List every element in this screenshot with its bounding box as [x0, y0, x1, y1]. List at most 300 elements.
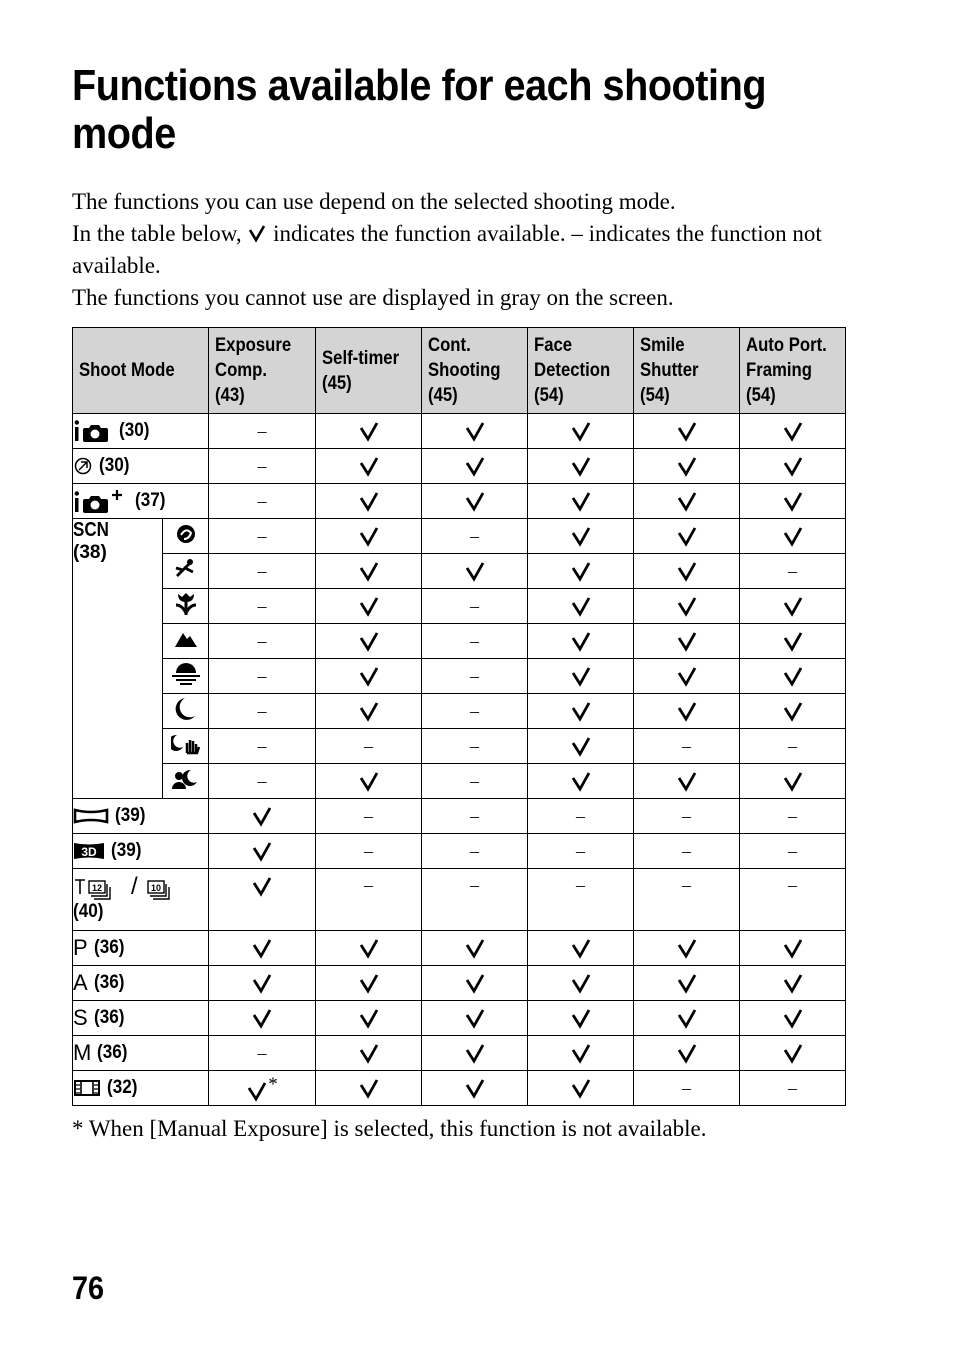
value-cell — [528, 694, 634, 729]
value-cell — [422, 554, 528, 589]
header-text: Face — [534, 335, 573, 356]
value-cell — [740, 1001, 846, 1036]
header-text: Auto Port. — [746, 335, 827, 356]
checkmark-icon — [247, 223, 267, 243]
footnote-marker: * — [268, 1073, 278, 1095]
value-cell — [209, 589, 316, 624]
checkmark-icon — [676, 1042, 698, 1064]
page-ref: (38) — [73, 542, 107, 563]
not-available-dash: – — [257, 665, 267, 686]
table-row — [73, 729, 846, 764]
page-ref: (36) — [93, 972, 125, 994]
checkmark-icon — [676, 525, 698, 547]
table-row — [73, 1001, 846, 1036]
not-available-dash: – — [788, 560, 797, 581]
value-cell — [740, 414, 846, 449]
checkmark-icon — [358, 937, 380, 959]
table-row — [73, 1036, 846, 1071]
value-cell — [634, 659, 740, 694]
scene-cell — [163, 554, 209, 589]
speed-priority-continuous-icon — [73, 877, 117, 901]
page-ref: (37) — [135, 490, 166, 512]
value-cell — [209, 1071, 316, 1106]
not-available-dash: – — [788, 1077, 797, 1098]
value-cell — [740, 659, 846, 694]
macro-icon — [173, 591, 199, 617]
table-row — [73, 554, 846, 589]
not-available-dash: – — [257, 455, 267, 476]
value-cell — [528, 1001, 634, 1036]
value-cell — [740, 1071, 846, 1106]
header-text: Smile — [640, 335, 685, 356]
not-available-dash: – — [364, 805, 373, 826]
intro-line-2 — [72, 218, 832, 282]
table-row — [73, 834, 846, 869]
intro-text — [72, 186, 832, 314]
value-cell — [634, 869, 740, 931]
checkmark-icon — [782, 770, 804, 792]
checkmark-icon — [676, 420, 698, 442]
checkmark-icon — [570, 630, 592, 652]
mode-cell — [73, 799, 209, 834]
value-cell — [528, 834, 634, 869]
page-ref: (39) — [111, 840, 142, 861]
value-cell — [634, 729, 740, 764]
value-cell — [209, 554, 316, 589]
checkmark-icon — [570, 700, 592, 722]
checkmark-icon — [358, 595, 380, 617]
value-cell — [528, 554, 634, 589]
value-cell — [634, 834, 740, 869]
checkmark-icon — [570, 1007, 592, 1029]
checkmark-icon — [358, 972, 380, 994]
value-cell — [316, 931, 422, 966]
checkmark-icon — [570, 595, 592, 617]
value-cell — [316, 484, 422, 519]
value-cell — [634, 694, 740, 729]
checkmark-icon — [570, 490, 592, 512]
value-cell — [316, 519, 422, 554]
checkmark-icon — [570, 770, 592, 792]
header-text: Detection — [534, 360, 611, 381]
value-cell — [422, 624, 528, 659]
sunset-icon — [171, 663, 201, 685]
value-cell — [634, 1036, 740, 1071]
mode-cell — [73, 449, 209, 484]
checkmark-icon — [782, 455, 804, 477]
value-cell — [528, 799, 634, 834]
checkmark-icon — [358, 630, 380, 652]
value-cell — [209, 729, 316, 764]
mode-cell — [73, 869, 209, 931]
not-available-dash: – — [470, 840, 479, 861]
not-available-dash: – — [470, 595, 479, 616]
functions-table — [72, 327, 846, 1106]
header-text: Cont. — [428, 335, 471, 356]
header-cont-shooting — [422, 328, 528, 414]
table-row — [73, 484, 846, 519]
checkmark-icon — [782, 420, 804, 442]
value-cell — [634, 764, 740, 799]
value-cell — [634, 931, 740, 966]
checkmark-icon — [782, 525, 804, 547]
not-available-dash: – — [682, 840, 691, 861]
checkmark-icon — [782, 630, 804, 652]
mode-cell — [73, 1071, 209, 1106]
value-cell — [316, 799, 422, 834]
header-smile-shutter — [634, 328, 740, 414]
scene-cell — [163, 589, 209, 624]
table-row — [73, 694, 846, 729]
value-cell — [422, 484, 528, 519]
value-cell — [422, 729, 528, 764]
page-ref: (36) — [97, 1042, 128, 1064]
night-portrait-icon — [171, 768, 201, 790]
checkmark-icon — [464, 420, 486, 442]
checkmark-icon — [676, 972, 698, 994]
value-cell — [209, 624, 316, 659]
not-available-dash: – — [682, 875, 691, 895]
checkmark-icon — [358, 525, 380, 547]
value-cell — [422, 931, 528, 966]
value-cell — [209, 1036, 316, 1071]
checkmark-icon — [676, 1007, 698, 1029]
header-text: (45) — [322, 372, 352, 394]
value-cell — [740, 694, 846, 729]
svg-text:3D: 3D — [81, 844, 97, 859]
checkmark-icon — [782, 1007, 804, 1029]
header-auto-port-framing — [740, 328, 846, 414]
3d-panorama-icon — [73, 841, 105, 861]
not-available-dash: – — [470, 875, 479, 895]
checkmark-icon — [464, 1007, 486, 1029]
header-face-detection — [528, 328, 634, 414]
checkmark-icon — [358, 1007, 380, 1029]
value-cell — [422, 764, 528, 799]
not-available-dash: – — [257, 490, 267, 511]
checkmark-icon — [570, 937, 592, 959]
value-cell — [528, 764, 634, 799]
not-available-dash: – — [257, 630, 267, 651]
checkmark-icon — [464, 1042, 486, 1064]
header-text: (54) — [640, 385, 670, 406]
value-cell — [740, 799, 846, 834]
value-cell — [740, 554, 846, 589]
checkmark-icon — [676, 490, 698, 512]
scene-cell — [163, 729, 209, 764]
checkmark-icon — [570, 455, 592, 477]
value-cell — [316, 764, 422, 799]
value-cell — [422, 519, 528, 554]
table-row — [73, 624, 846, 659]
intro-line-1: The functions you can use depend on the selected shooting mode. — [72, 189, 676, 214]
aperture-priority-icon: A — [73, 970, 88, 995]
shutter-priority-icon: S — [73, 1005, 88, 1030]
not-available-dash: – — [470, 630, 479, 651]
program-auto-icon: P — [73, 935, 88, 960]
not-available-dash: – — [788, 735, 797, 756]
value-cell — [422, 414, 528, 449]
checkmark-icon — [782, 595, 804, 617]
value-cell — [528, 659, 634, 694]
value-cell — [316, 449, 422, 484]
value-cell — [422, 869, 528, 931]
header-text: Exposure — [215, 335, 292, 356]
value-cell — [209, 764, 316, 799]
value-cell — [634, 449, 740, 484]
checkmark-icon — [676, 665, 698, 687]
value-cell — [209, 869, 316, 931]
value-cell — [740, 834, 846, 869]
value-cell — [740, 624, 846, 659]
table-row — [73, 966, 846, 1001]
checkmark-icon — [782, 700, 804, 722]
header-shoot-mode-label: Shoot Mode — [79, 360, 175, 381]
table-row — [73, 799, 846, 834]
not-available-dash: – — [257, 735, 267, 756]
value-cell — [316, 624, 422, 659]
value-cell — [422, 659, 528, 694]
header-text: (54) — [746, 385, 776, 406]
scene-cell — [163, 519, 209, 554]
value-cell — [316, 966, 422, 1001]
value-cell — [209, 414, 316, 449]
value-cell — [634, 414, 740, 449]
easy-mode-icon — [73, 456, 93, 476]
not-available-dash: – — [788, 805, 797, 826]
checkmark-icon — [358, 770, 380, 792]
value-cell — [528, 1036, 634, 1071]
checkmark-icon — [358, 1077, 380, 1099]
sports-icon — [173, 558, 199, 580]
value-cell — [634, 624, 740, 659]
landscape-icon — [173, 629, 199, 649]
value-cell — [634, 966, 740, 1001]
mode-cell — [73, 484, 209, 519]
value-cell — [528, 1071, 634, 1106]
not-available-dash: – — [364, 735, 373, 756]
checkmark-icon — [570, 665, 592, 687]
value-cell — [528, 519, 634, 554]
value-cell — [316, 1001, 422, 1036]
table-row — [73, 519, 846, 554]
page-ref: (39) — [115, 805, 146, 826]
not-available-dash: – — [682, 735, 691, 756]
value-cell — [316, 694, 422, 729]
value-cell — [740, 589, 846, 624]
not-available-dash: – — [470, 805, 479, 826]
not-available-dash: – — [682, 805, 691, 826]
value-cell — [422, 1071, 528, 1106]
checkmark-icon — [570, 735, 592, 757]
checkmark-icon — [782, 937, 804, 959]
value-cell — [528, 449, 634, 484]
checkmark-icon — [676, 455, 698, 477]
manual-exposure-icon: M — [73, 1040, 92, 1065]
value-cell — [209, 519, 316, 554]
value-cell — [528, 624, 634, 659]
value-cell — [740, 931, 846, 966]
checkmark-icon — [676, 937, 698, 959]
footnote: * When [Manual Exposure] is selected, this function is not available. — [72, 1116, 707, 1141]
not-available-dash: – — [257, 420, 267, 441]
checkmark-icon — [464, 937, 486, 959]
value-cell — [209, 931, 316, 966]
not-available-dash: – — [470, 665, 479, 686]
checkmark-icon — [251, 972, 273, 994]
value-cell — [422, 694, 528, 729]
value-cell — [634, 799, 740, 834]
page-ref: (40) — [73, 901, 104, 922]
intelligent-auto-icon — [73, 419, 113, 443]
value-cell — [528, 414, 634, 449]
value-cell — [316, 589, 422, 624]
checkmark-icon — [358, 490, 380, 512]
value-cell — [209, 966, 316, 1001]
intro-line-2-end: indicates the function available. – indicates the function not available. — [72, 221, 822, 278]
table-row — [73, 449, 846, 484]
header-text: (45) — [428, 385, 458, 406]
header-text: Comp. — [215, 360, 268, 381]
value-cell — [740, 966, 846, 1001]
value-cell — [422, 966, 528, 1001]
value-cell — [316, 1036, 422, 1071]
not-available-dash: – — [257, 770, 267, 791]
checkmark-icon — [251, 1007, 273, 1029]
scn-label: SCN — [73, 519, 109, 541]
slash: / — [131, 873, 138, 900]
page-ref: (32) — [107, 1077, 138, 1098]
value-cell — [209, 834, 316, 869]
header-text: Shutter — [640, 360, 699, 381]
value-cell — [316, 1071, 422, 1106]
table-row — [73, 589, 846, 624]
page-ref: (30) — [99, 455, 130, 476]
checkmark-icon — [570, 420, 592, 442]
scn-mode-cell — [73, 519, 163, 799]
not-available-dash: – — [257, 525, 267, 546]
value-cell — [422, 1036, 528, 1071]
scene-cell — [163, 764, 209, 799]
checkmark-icon — [464, 1077, 486, 1099]
value-cell — [422, 1001, 528, 1036]
table-row — [73, 764, 846, 799]
value-cell — [422, 449, 528, 484]
value-cell — [422, 589, 528, 624]
table-row — [73, 1071, 846, 1106]
checkmark-icon — [358, 455, 380, 477]
value-cell — [740, 729, 846, 764]
header-exposure-comp — [209, 328, 316, 414]
sweep-panorama-icon — [73, 807, 109, 825]
checkmark-icon — [570, 1042, 592, 1064]
value-cell — [528, 484, 634, 519]
checkmark-icon — [251, 840, 273, 862]
not-available-dash: – — [257, 700, 267, 721]
checkmark-icon — [358, 420, 380, 442]
table-row — [73, 414, 846, 449]
page-ref: (30) — [119, 420, 150, 442]
night-scene-icon — [174, 696, 198, 722]
mode-cell — [73, 834, 209, 869]
value-cell — [528, 931, 634, 966]
header-self-timer — [316, 328, 422, 414]
not-available-dash: – — [576, 805, 585, 826]
checkmark-icon — [464, 560, 486, 582]
not-available-dash: – — [470, 770, 479, 791]
value-cell — [740, 449, 846, 484]
hand-held-twilight-icon — [171, 733, 201, 755]
checkmark-icon — [782, 490, 804, 512]
checkmark-icon — [676, 560, 698, 582]
value-cell — [634, 554, 740, 589]
mode-cell — [73, 966, 209, 1001]
value-cell — [422, 834, 528, 869]
value-cell — [316, 414, 422, 449]
value-cell — [209, 484, 316, 519]
value-cell — [209, 1001, 316, 1036]
page-title: Functions available for each shooting mode — [72, 61, 767, 158]
checkmark-icon — [782, 972, 804, 994]
not-available-dash: – — [788, 875, 797, 895]
value-cell — [634, 1001, 740, 1036]
not-available-dash: – — [682, 1077, 691, 1098]
checkmark-icon — [464, 490, 486, 512]
mode-cell — [73, 1001, 209, 1036]
header-text: (43) — [215, 385, 245, 406]
continuous-10fps-icon — [146, 877, 176, 901]
checkmark-icon — [358, 700, 380, 722]
checkmark-icon — [358, 665, 380, 687]
page-ref: (36) — [93, 937, 125, 959]
soft-skin-portrait-icon — [174, 523, 198, 545]
value-cell — [740, 1036, 846, 1071]
table-row — [73, 659, 846, 694]
not-available-dash: – — [257, 1042, 267, 1063]
value-cell — [316, 729, 422, 764]
checkmark-icon — [782, 665, 804, 687]
checkmark-icon — [782, 1042, 804, 1064]
checkmark-icon — [676, 630, 698, 652]
header-text: Framing — [746, 360, 812, 381]
header-shoot-mode — [73, 328, 209, 414]
scene-cell — [163, 659, 209, 694]
value-cell — [316, 869, 422, 931]
value-cell — [740, 764, 846, 799]
checkmark-icon — [464, 972, 486, 994]
value-cell — [528, 966, 634, 1001]
value-cell — [209, 659, 316, 694]
checkmark-icon — [676, 595, 698, 617]
superior-auto-icon — [73, 488, 129, 514]
value-cell — [634, 484, 740, 519]
checkmark-icon — [570, 525, 592, 547]
header-text: (54) — [534, 385, 564, 406]
value-cell — [740, 869, 846, 931]
checkmark-icon — [251, 937, 273, 959]
value-cell — [634, 519, 740, 554]
not-available-dash: – — [788, 840, 797, 861]
svg-text:12: 12 — [91, 882, 103, 893]
value-cell — [528, 729, 634, 764]
checkmark-icon — [251, 805, 273, 827]
table-row — [73, 869, 846, 931]
value-cell — [740, 484, 846, 519]
movie-mode-icon — [73, 1078, 101, 1098]
value-cell — [209, 799, 316, 834]
not-available-dash: – — [576, 840, 585, 861]
checkmark-icon — [570, 1077, 592, 1099]
